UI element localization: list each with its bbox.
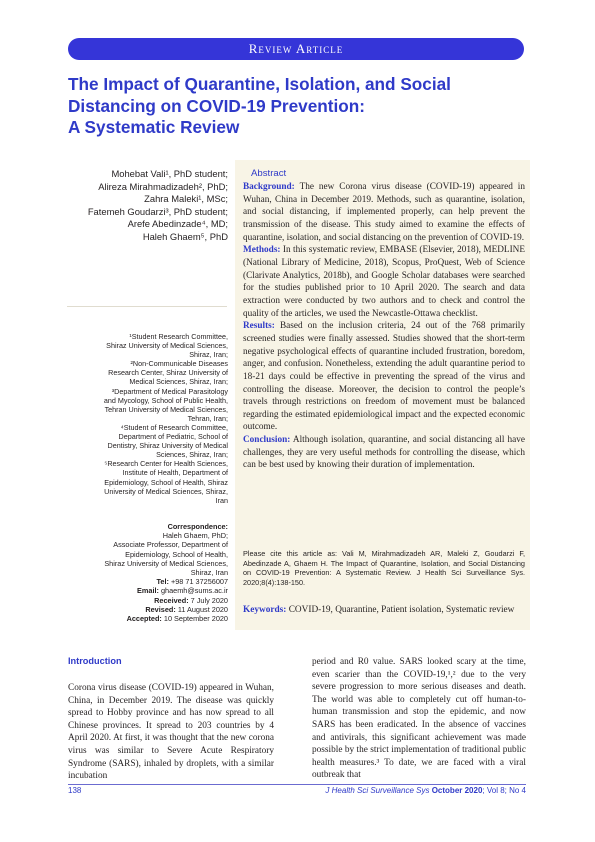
tel-line: Tel: +98 71 37256007 <box>156 577 228 587</box>
affiliation-line: Medical Sciences, Shiraz, Iran; <box>129 377 228 387</box>
affiliation-line: Shiraz, Iran; <box>189 350 228 360</box>
author: Alireza Mirahmadizadeh², PhD; <box>98 180 228 192</box>
affiliation-line: Institute of Health, Department of <box>122 468 228 478</box>
affiliation-line: Tehran, Iran; <box>187 413 228 423</box>
divider <box>67 306 227 307</box>
page-number: 138 <box>68 786 82 795</box>
background-label: Background: <box>243 182 295 192</box>
abstract-title: Abstract <box>251 168 287 179</box>
article-type-banner: Review Article <box>68 38 524 60</box>
affiliation-line: ⁵Research Center for Health Sciences, <box>104 459 228 469</box>
correspondence-line: Shiraz University of Medical Sciences, <box>104 558 228 568</box>
correspondence-line: Associate Professor, Department of <box>113 540 228 550</box>
author: Arefe Abedinzade⁴, MD; <box>127 218 228 230</box>
correspondence-line: Epidemiology, School of Health, <box>125 549 228 559</box>
citation-note: Please cite this article as: Vali M, Mirahmadizadeh AR, Maleki Z, Goudarzi F, Abedinzade A, Ghaem H. The Impact of Quarantine, Isolation, and Social Distancing on COVID-19 Prevention: A Systematic Review. J Health Sci Surveillance Sys. 2020;8(4):138-150. <box>243 549 525 588</box>
accepted-line: Accepted: 10 September 2020 <box>126 614 228 624</box>
affiliation-line: Iran <box>215 495 228 505</box>
title-line: A Systematic Review <box>68 117 240 137</box>
affiliation-line: Department of Pediatric, School of <box>118 432 228 442</box>
keywords-value: COVID-19, Quarantine, Patient isolation, Systematic review <box>288 605 515 615</box>
received-date: 7 July 2020 <box>190 595 228 605</box>
abstract-results: Results: Based on the inclusion criteria, 24 out of the 768 primarily screened studies were finally assessed. Studies showed that the short-term negative psychological effects of quarantine included frustration, boredom, anger, and confusion. Nonetheless, extending the adult quarantine period to 18-21 days could be effective in preventing the spread of the virus and controlling the disease. Moreover, the decision to control the people’s travels through restrictions on freedom of movement must be balanced regarding the estimated epidemiological impact and the expected economic outcome. <box>243 321 525 433</box>
email-line: Email: ghaemh@sums.ac.ir <box>137 586 228 596</box>
revised-line: Revised: 11 August 2020 <box>145 604 228 614</box>
author: Fatemeh Goudarzi³, PhD student; <box>87 205 228 217</box>
abstract-conclusion: Conclusion: Although isolation, quarantine, and social distancing all have challenges, they are very useful methods for controlling the disease, which can be best used by knowing their duration of implementation. <box>243 435 525 471</box>
affiliation-line: Dentistry, Shiraz University of Medical <box>107 441 228 451</box>
correspondence-line: Shiraz, Iran <box>190 568 228 578</box>
received-line: Received: 7 July 2020 <box>154 595 228 605</box>
keywords-label: Keywords: <box>243 605 287 615</box>
introduction-column-2: period and R0 value. SARS looked scary at the time, even scarier than the COVID-19,¹,² due to the very severe progression to more serious diseases and death. The world was able to completely cut off human-to-human transmission and stop the epidemic, and now SARS has been eradicated. In the absence of vaccines and antivirals, this significant achievement was made possible by the strict implementation of traditional public health measures.³ To date, we are faced with a viral outbreak that <box>312 657 526 781</box>
author: Zahra Maleki¹, MSc; <box>144 193 228 205</box>
abstract-background: Background: The new Corona virus disease (COVID-19) appeared in Wuhan, China in December 2019. Methods, such as quarantine, isolation, and social distancing, if implemented properly, can help prevent the transmission of the disease. This study aimed to examine the effects of quarantine, isolation, and social distancing on the prevention of COVID-19. <box>243 182 525 243</box>
affiliation-line: University of Medical Sciences, Shiraz, <box>104 486 228 496</box>
revised-date: 11 August 2020 <box>177 604 228 614</box>
journal-footer: J Health Sci Surveillance Sys October 2020; Vol 8; No 4 <box>325 786 526 795</box>
conclusion-label: Conclusion: <box>243 435 291 446</box>
tel-value: +98 71 37256007 <box>170 577 228 587</box>
accepted-date: 10 September 2020 <box>163 614 228 624</box>
email-link[interactable]: ghaemh@sums.ac.ir <box>160 586 228 596</box>
methods-label: Methods: <box>243 245 281 256</box>
affiliation-line: Research Center, Shiraz University of <box>108 368 228 378</box>
correspondence-label: Correspondence: <box>167 522 228 531</box>
affiliation-line: and Mycology, School of Public Health, <box>103 395 228 405</box>
footer-divider <box>68 784 526 785</box>
author: Haleh Ghaem⁵, PhD <box>142 230 228 242</box>
affiliation-line: ¹Student Research Committee, <box>129 332 228 341</box>
keywords <box>243 604 525 616</box>
affiliation-line: Shiraz University of Medical Sciences, <box>106 341 228 351</box>
abstract-body <box>243 181 525 472</box>
results-label: Results: <box>243 321 275 332</box>
affiliation-line: ³Department of Medical Parasitology <box>111 386 228 396</box>
author: Mohebat Vali¹, PhD student; <box>111 168 228 179</box>
correspondence-line: Haleh Ghaem, PhD; <box>162 531 228 541</box>
affiliations <box>56 332 228 505</box>
affiliation-line: Tehran University of Medical Sciences, <box>104 404 228 414</box>
author-list <box>56 168 228 244</box>
abstract-methods: Methods: In this systematic review, EMBASE (Elsevier, 2018), MEDLINE (National Library of Medicine, 2018), Scopus, ProQuest, Web of Science (Clarivate Analytics, 2018b), and Google Scholar databases were searched for the studies published prior to 10 April 2020. The search and data extraction were conducted by two authors and to check and control the quality of the articles, we used the Newcastle-Ottawa checklist. <box>243 245 525 319</box>
introduction-column-1: Corona virus disease (COVID-19) appeared in Wuhan, China, in December 2019. The disease was quickly spread to Hobby province and has now spread to all Chinese provinces. It spread to 203 countries by 4 April 2020. At first, it was thought that the new corona virus was similar to Severe Acute Respiratory Syndrome (SARS), inhaled by droplets, with a similar incubation <box>68 683 274 782</box>
affiliation-line: Sciences, Shiraz, Iran; <box>156 450 228 460</box>
affiliation-line: ²Non-Communicable Diseases <box>130 359 228 369</box>
correspondence <box>56 522 228 623</box>
article-title <box>68 74 538 139</box>
affiliation-line: ⁴Student of Research Committee, <box>120 422 228 432</box>
title-line: Distancing on COVID-19 Prevention: <box>68 95 366 116</box>
affiliation-line: Epidemiology, School of Health, Shiraz <box>104 477 228 487</box>
title-line: The Impact of Quarantine, Isolation, and Social <box>68 74 451 94</box>
introduction-heading: Introduction <box>68 656 122 666</box>
